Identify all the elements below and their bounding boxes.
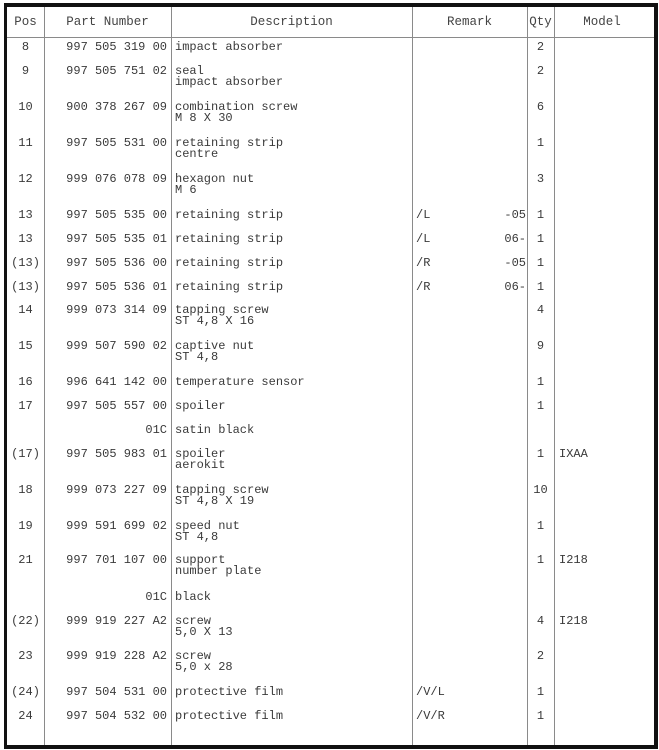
row-remark-range: -05 — [504, 256, 526, 270]
row-part-number: 01C — [145, 590, 167, 604]
row-qty: 1 — [536, 685, 545, 699]
row-pos: 10 — [18, 100, 33, 114]
row-description: protective film — [175, 709, 284, 723]
row-pos: 23 — [18, 649, 33, 663]
row-pos: 13 — [18, 208, 33, 222]
row-pos: 21 — [18, 553, 33, 567]
row-qty: 1 — [536, 399, 545, 413]
row-pos: 13 — [18, 232, 33, 246]
row-model: I218 — [559, 614, 588, 628]
row-pos: 16 — [18, 375, 33, 389]
row-qty: 4 — [536, 303, 545, 317]
row-qty: 2 — [536, 40, 545, 54]
row-pos: 12 — [18, 172, 33, 186]
row-description: retaining strip — [175, 280, 284, 294]
row-description: satin black — [175, 423, 255, 437]
row-qty: 1 — [536, 447, 545, 461]
row-description: seal — [175, 64, 204, 78]
column-divider — [554, 7, 555, 745]
row-description: black — [175, 590, 212, 604]
row-pos: 18 — [18, 483, 33, 497]
row-part-number: 999 073 227 09 — [66, 483, 167, 497]
row-description: spoiler — [175, 447, 226, 461]
row-part-number: 997 505 557 00 — [66, 399, 167, 413]
row-pos: 19 — [18, 519, 33, 533]
row-description: captive nut — [175, 339, 255, 353]
row-part-number: 997 505 531 00 — [66, 136, 167, 150]
row-description: temperature sensor — [175, 375, 305, 389]
row-description: spoiler — [175, 399, 226, 413]
row-description: screw — [175, 614, 212, 628]
row-part-number: 900 378 267 09 — [66, 100, 167, 114]
row-qty: 2 — [536, 64, 545, 78]
row-part-number: 997 505 319 00 — [66, 40, 167, 54]
row-part-number: 999 073 314 09 — [66, 303, 167, 317]
row-part-number: 999 919 227 A2 — [66, 614, 167, 628]
header-model: Model — [583, 15, 621, 29]
row-pos: 14 — [18, 303, 33, 317]
row-part-number: 997 505 536 01 — [66, 280, 167, 294]
row-remark: /V/L — [416, 685, 445, 699]
row-description: combination screw — [175, 100, 298, 114]
row-description-detail: 5,0 X 13 — [175, 625, 233, 639]
row-remark-range: 06- — [504, 280, 526, 294]
row-qty: 1 — [536, 553, 545, 567]
row-qty: 1 — [536, 519, 545, 533]
row-part-number: 999 919 228 A2 — [66, 649, 167, 663]
row-pos: 24 — [18, 709, 33, 723]
row-remark: /R — [416, 280, 431, 294]
row-remark: /V/R — [416, 709, 445, 723]
row-description-detail: M 8 X 30 — [175, 111, 233, 125]
row-pos: (22) — [11, 614, 40, 628]
header-description: Description — [250, 15, 333, 29]
row-part-number: 997 505 536 00 — [66, 256, 167, 270]
header-pos: Pos — [14, 15, 37, 29]
row-qty: 1 — [536, 256, 545, 270]
row-remark: /R — [416, 256, 431, 270]
column-divider — [412, 7, 413, 745]
row-description-detail: ST 4,8 X 19 — [175, 494, 255, 508]
row-qty: 1 — [536, 208, 545, 222]
row-qty: 3 — [536, 172, 545, 186]
row-description: speed nut — [175, 519, 240, 533]
row-pos: (13) — [11, 256, 40, 270]
row-description: retaining strip — [175, 232, 284, 246]
row-pos: 17 — [18, 399, 33, 413]
row-description-detail: centre — [175, 147, 219, 161]
row-part-number: 997 701 107 00 — [66, 553, 167, 567]
row-description: tapping screw — [175, 483, 269, 497]
row-description-detail: ST 4,8 — [175, 350, 219, 364]
row-remark: /L — [416, 208, 431, 222]
row-part-number: 999 076 078 09 — [66, 172, 167, 186]
row-pos: 11 — [18, 136, 33, 150]
column-divider — [44, 7, 45, 745]
row-part-number: 01C — [145, 423, 167, 437]
row-description: retaining strip — [175, 256, 284, 270]
row-qty: 1 — [536, 136, 545, 150]
row-qty: 2 — [536, 649, 545, 663]
row-description: impact absorber — [175, 40, 284, 54]
row-description: screw — [175, 649, 212, 663]
row-qty: 1 — [536, 280, 545, 294]
column-divider — [171, 7, 172, 745]
parts-table — [4, 3, 658, 749]
row-pos: 8 — [21, 40, 30, 54]
row-part-number: 997 505 535 00 — [66, 208, 167, 222]
row-pos: (17) — [11, 447, 40, 461]
row-part-number: 996 641 142 00 — [66, 375, 167, 389]
row-pos: 15 — [18, 339, 33, 353]
row-description: protective film — [175, 685, 284, 699]
row-description: retaining strip — [175, 136, 284, 150]
row-part-number: 999 591 699 02 — [66, 519, 167, 533]
row-remark-range: -05 — [504, 208, 526, 222]
header-qty: Qty — [529, 15, 552, 29]
row-qty: 4 — [536, 614, 545, 628]
row-description-detail: 5,0 x 28 — [175, 660, 233, 674]
row-part-number: 997 505 535 01 — [66, 232, 167, 246]
row-part-number: 997 504 531 00 — [66, 685, 167, 699]
row-qty: 1 — [536, 709, 545, 723]
row-description: support — [175, 553, 226, 567]
header-divider — [7, 37, 654, 38]
row-pos: (13) — [11, 280, 40, 294]
header-part-number: Part Number — [66, 15, 149, 29]
row-description-detail: ST 4,8 — [175, 530, 219, 544]
row-part-number: 997 505 751 02 — [66, 64, 167, 78]
row-part-number: 997 504 532 00 — [66, 709, 167, 723]
row-description: retaining strip — [175, 208, 284, 222]
row-qty: 10 — [533, 483, 548, 497]
row-description-detail: ST 4,8 X 16 — [175, 314, 255, 328]
row-description-detail: number plate — [175, 564, 262, 578]
row-remark: /L — [416, 232, 431, 246]
row-description-detail: impact absorber — [175, 75, 284, 89]
header-remark: Remark — [446, 15, 492, 29]
row-model: IXAA — [559, 447, 588, 461]
row-pos: (24) — [11, 685, 40, 699]
row-model: I218 — [559, 553, 588, 567]
row-description-detail: aerokit — [175, 458, 226, 472]
row-description: hexagon nut — [175, 172, 255, 186]
row-qty: 6 — [536, 100, 545, 114]
row-qty: 1 — [536, 375, 545, 389]
row-remark-range: 06- — [504, 232, 526, 246]
row-qty: 1 — [536, 232, 545, 246]
row-pos: 9 — [21, 64, 30, 78]
row-description: tapping screw — [175, 303, 269, 317]
row-qty: 9 — [536, 339, 545, 353]
row-description-detail: M 6 — [175, 183, 197, 197]
row-part-number: 997 505 983 01 — [66, 447, 167, 461]
row-part-number: 999 507 590 02 — [66, 339, 167, 353]
